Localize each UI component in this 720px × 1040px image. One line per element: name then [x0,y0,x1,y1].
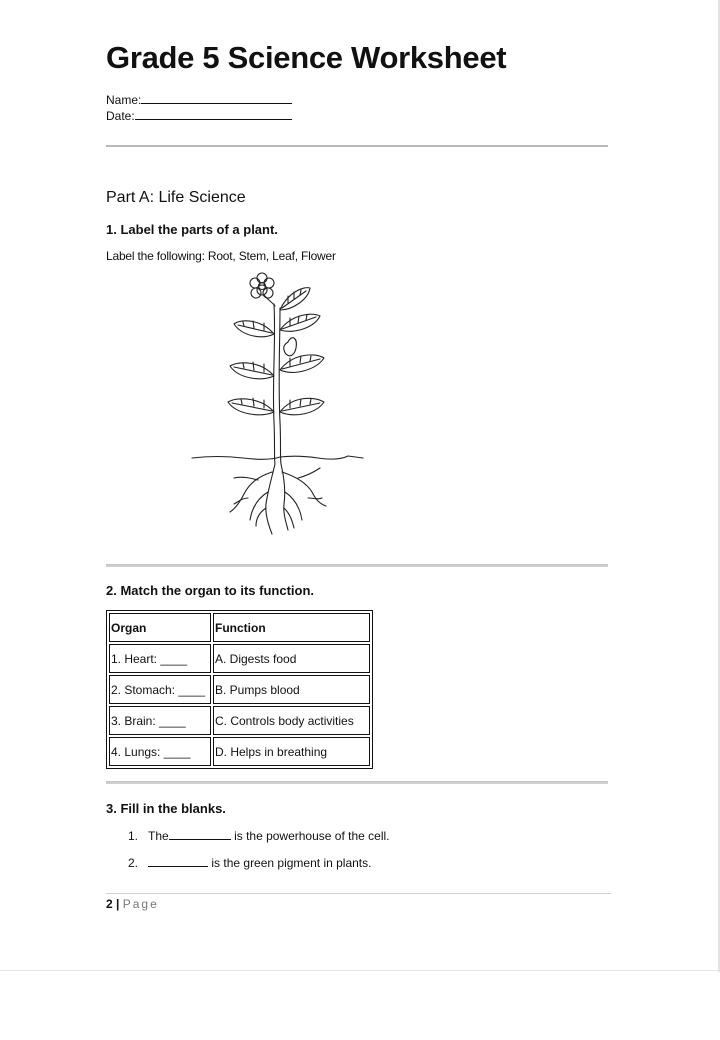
organ-function-table [106,610,373,769]
section-divider-1 [106,564,608,567]
roots [230,464,326,534]
organ-cell[interactable]: 1. Heart: ____ [109,644,211,673]
table-header-function: Function [213,613,370,642]
page-bottom-edge [0,970,720,971]
page-title: Grade 5 Science Worksheet [106,40,507,75]
section-divider-2 [106,781,608,784]
ground-line [192,456,363,459]
flower [250,273,275,306]
plant-diagram [188,272,368,540]
stem [273,304,275,464]
bud [284,338,297,356]
function-cell: D. Helps in breathing [213,737,370,766]
date-field[interactable] [106,108,292,123]
name-line[interactable] [141,92,292,104]
date-line[interactable] [135,108,292,120]
question-2-title: 2. Match the organ to its function. [106,583,314,598]
item-before: The [148,829,169,843]
item-after: is the green pigment in plants. [211,856,372,870]
leaf-left-1 [234,321,274,337]
answer-blank[interactable] [169,829,231,840]
table-row [109,644,370,673]
item-after: is the powerhouse of the cell. [234,829,390,843]
page-word: Page [122,897,159,911]
table-row [109,737,370,766]
function-cell: B. Pumps blood [213,675,370,704]
leaf-left-2 [230,362,274,379]
function-cell: C. Controls body activities [213,706,370,735]
name-field[interactable] [106,92,292,107]
table-row [109,675,370,704]
page-footer [106,897,159,911]
table-header-row [109,613,370,642]
organ-cell[interactable]: 2. Stomach: ____ [109,675,211,704]
organ-cell[interactable]: 4. Lungs: ____ [109,737,211,766]
fill-blank-item [128,856,371,870]
table-row [109,706,370,735]
question-1-title: 1. Label the parts of a plant. [106,222,278,237]
item-number: 1. [128,829,139,843]
leaf-right-3 [280,355,324,372]
answer-blank[interactable] [148,856,208,867]
leaf-right-4 [280,398,324,414]
part-a-heading: Part A: Life Science [106,189,246,206]
name-label: Name: [106,93,142,107]
leaf-left-3 [228,398,274,415]
item-number: 2. [128,856,139,870]
fill-blank-item [128,829,390,843]
question-3-title: 3. Fill in the blanks. [106,801,226,816]
footer-separator: | [116,897,120,911]
page-number: 2 [106,897,113,911]
header-divider [106,145,608,147]
leaf-right-1 [280,288,310,310]
function-cell: A. Digests food [213,644,370,673]
leaf-right-2 [280,314,320,331]
question-1-instruction: Label the following: Root, Stem, Leaf, Flower [106,249,336,263]
table-header-organ: Organ [109,613,211,642]
organ-cell[interactable]: 3. Brain: ____ [109,706,211,735]
footer-divider [106,893,611,894]
date-label: Date: [106,109,135,123]
